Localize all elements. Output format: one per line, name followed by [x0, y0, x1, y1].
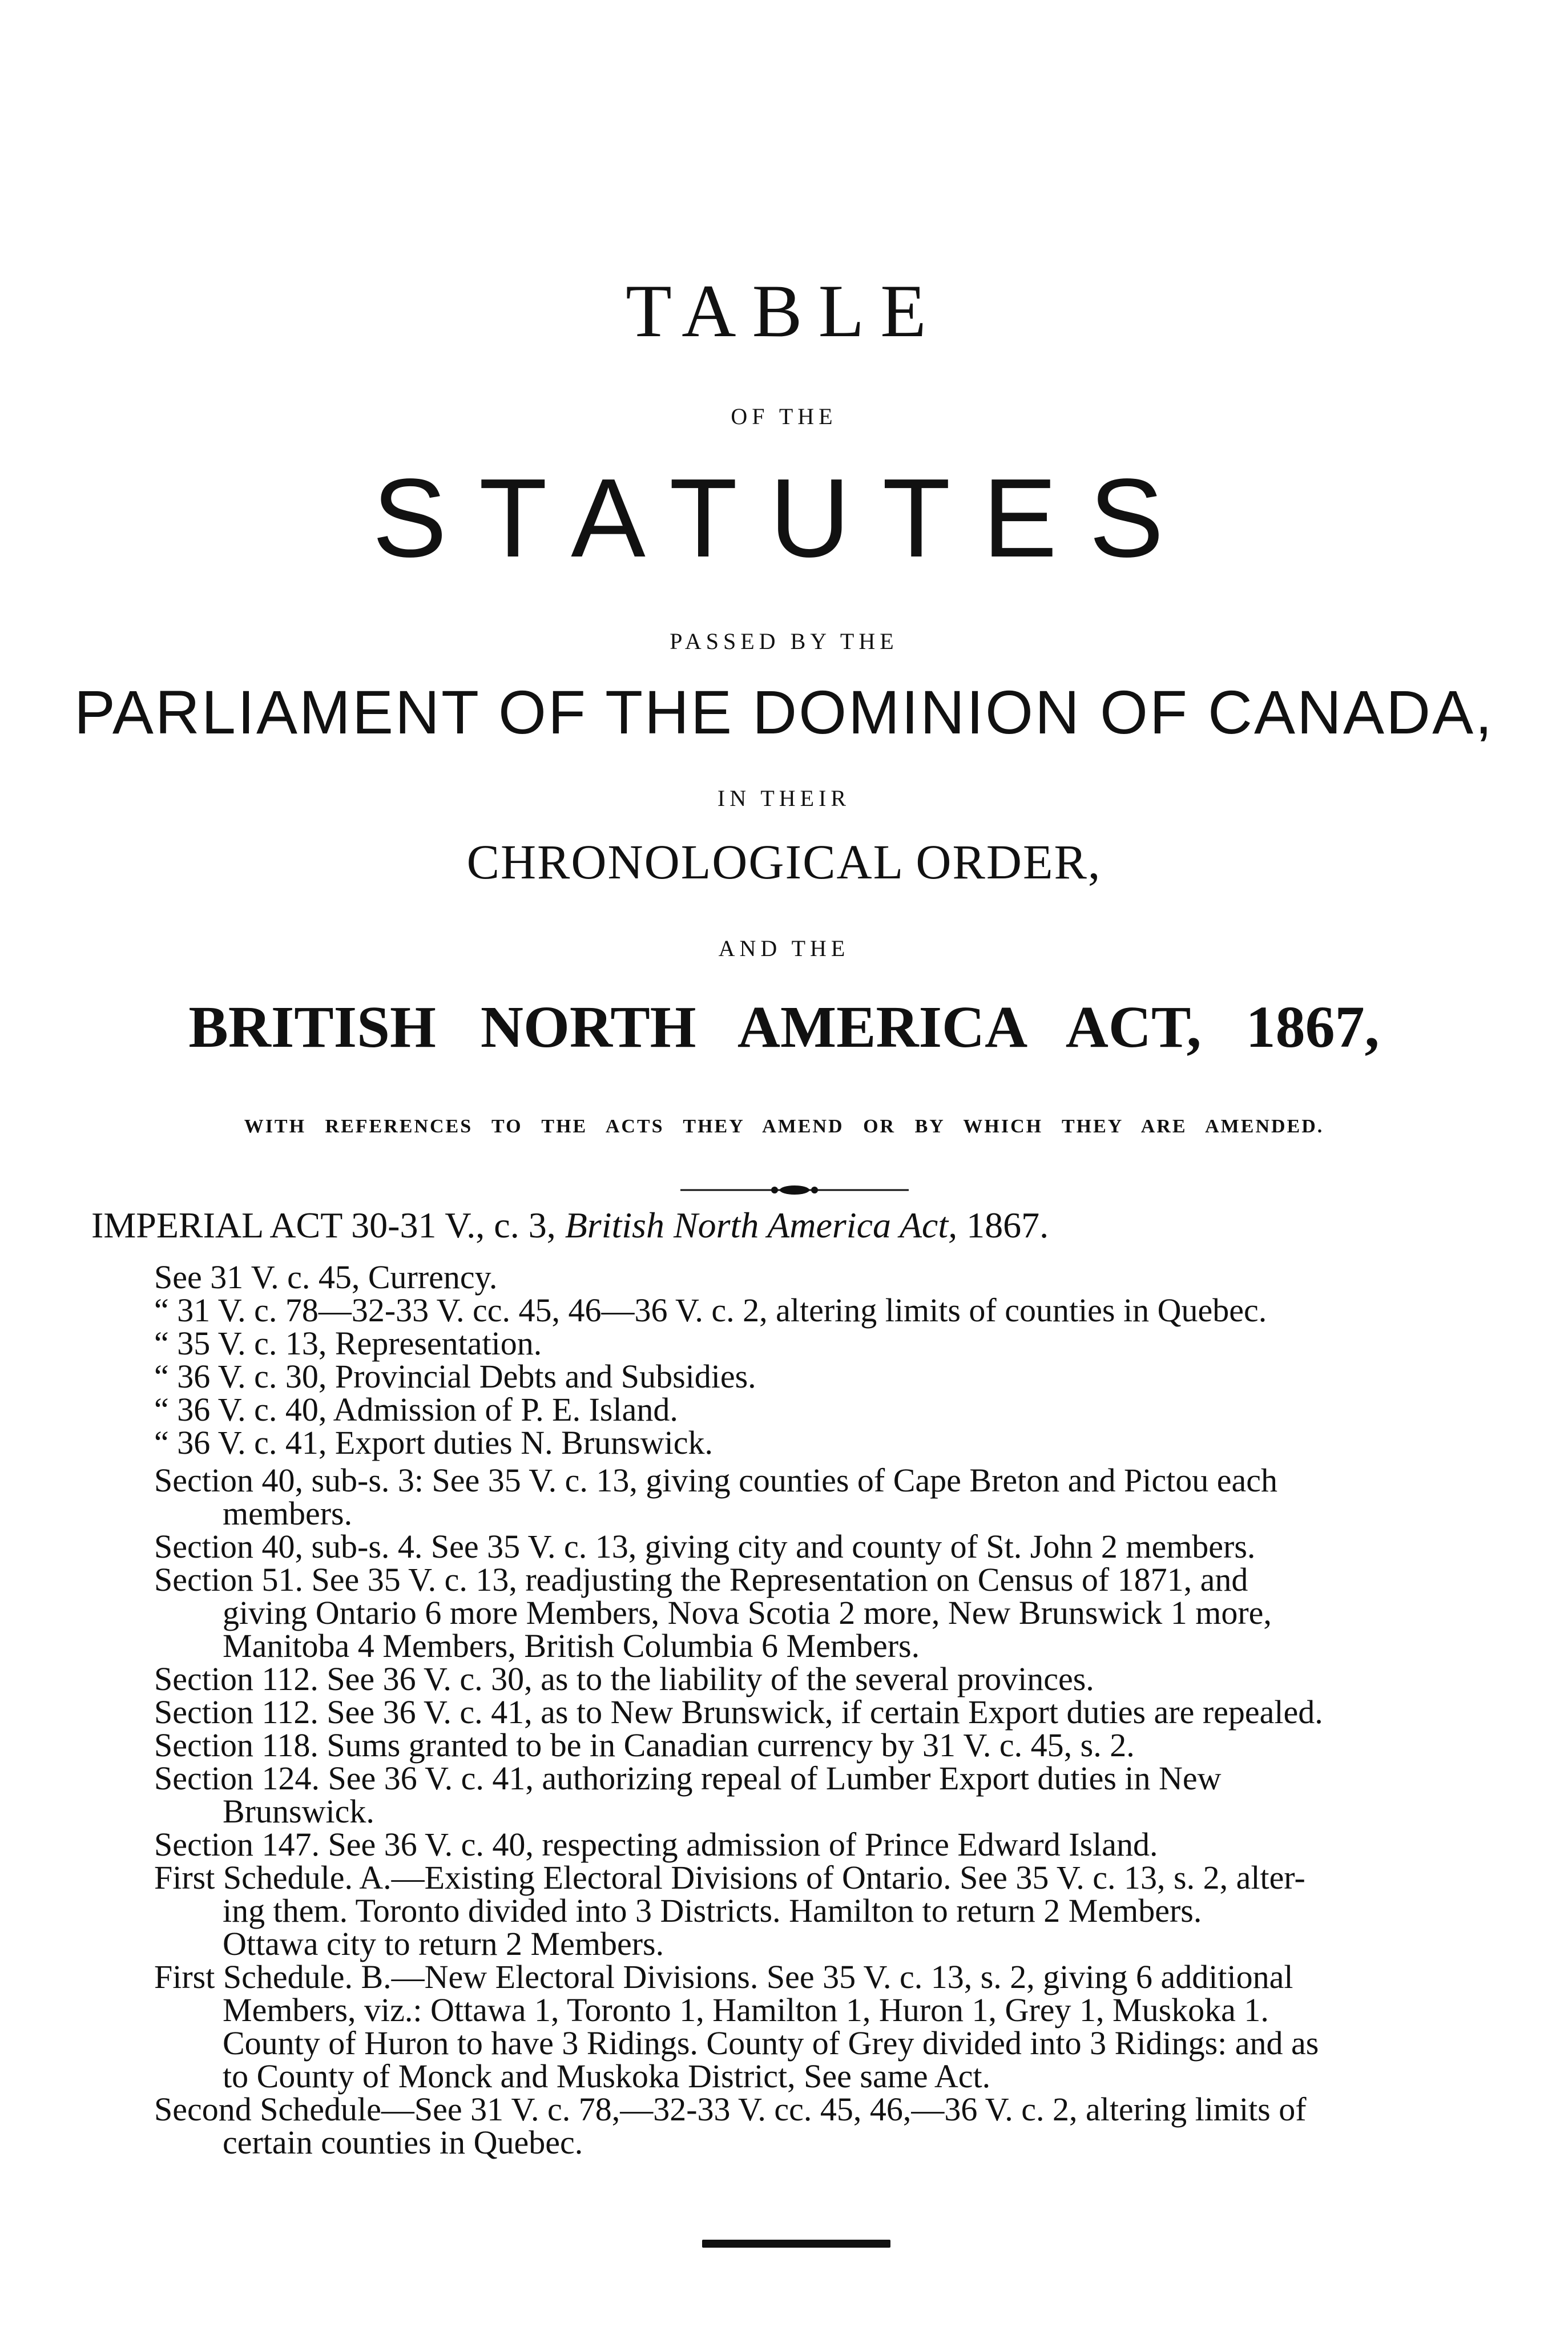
section-continuation: Manitoba 4 Members, British Columbia 6 Members.: [223, 1627, 920, 1664]
heading-act-name: British North America Act,: [565, 1205, 958, 1245]
section-line: Section 51. See 35 V. c. 13, readjusting the Representation on Census of 1871, and: [154, 1561, 1248, 1598]
title-bna-act: BRITISH NORTH AMERICA ACT, 1867,: [188, 994, 1380, 1060]
see-references-list: [91, 1261, 1496, 1459]
see-line: “ 36 V. c. 40, Admission of P. E. Island.: [154, 1391, 678, 1428]
imperial-act-heading: [91, 1207, 1496, 1253]
see-line: “ 36 V. c. 30, Provincial Debts and Subsidies.: [154, 1358, 756, 1395]
section-line: Section 124. See 36 V. c. 41, authorizing repeal of Lumber Export duties in New: [154, 1760, 1222, 1797]
see-line: “ 36 V. c. 41, Export duties N. Brunswick.: [154, 1424, 713, 1461]
sections-list: [91, 1464, 1496, 2159]
section-entry: [91, 1464, 1496, 1530]
section-line: Section 40, sub-s. 4. See 35 V. c. 13, giving city and county of St. John 2 members.: [154, 1528, 1256, 1565]
title-in-their: IN THEIR: [717, 785, 851, 811]
section-continuation: to County of Monck and Muskoka District, See same Act.: [223, 2058, 991, 2095]
title-statutes: STATUTES: [372, 455, 1196, 580]
section-line: Section 118. Sums granted to be in Canadian currency by 31 V. c. 45, s. 2.: [154, 1727, 1135, 1764]
section-continuation: County of Huron to have 3 Ridings. County of Grey divided into 3 Ridings: and as: [223, 2024, 1319, 2062]
section-entry: [91, 1563, 1496, 1663]
section-entry: [91, 1958, 1496, 2095]
statute-table-body: [91, 1207, 1496, 2159]
section-line: First Schedule. A.—Existing Electoral Divisions of Ontario. See 35 V. c. 13, s. 2, alter-: [154, 1859, 1305, 1896]
section-entry: [91, 1693, 1496, 1731]
section-entry: [91, 1828, 1496, 1861]
title-of-the: OF THE: [731, 404, 837, 429]
title-with-references: WITH REFERENCES TO THE ACTS THEY AMEND OR BY WHICH THEY ARE AMENDED.: [244, 1116, 1324, 1137]
title-parliament: PARLIAMENT OF THE DOMINION OF CANADA,: [74, 677, 1494, 747]
bottom-rule: [702, 2240, 890, 2248]
see-line: “ 35 V. c. 13, Representation.: [154, 1325, 542, 1362]
title-chronological-order: CHRONOLOGICAL ORDER,: [466, 834, 1102, 889]
section-entry: [91, 2093, 1496, 2159]
section-line: Section 147. See 36 V. c. 40, respecting admission of Prince Edward Island.: [154, 1826, 1158, 1863]
title-and-the: AND THE: [718, 935, 850, 961]
section-continuation: Brunswick.: [223, 1793, 374, 1830]
section-entry: [91, 1729, 1496, 1762]
see-line: See 31 V. c. 45, Currency.: [154, 1259, 498, 1296]
section-entry: [91, 1660, 1496, 1697]
title-table: TABLE: [626, 269, 942, 353]
section-line: Section 112. See 36 V. c. 41, as to New Brunswick, if certain Export duties are repealed.: [154, 1693, 1323, 1731]
section-continuation: ing them. Toronto divided into 3 Districts. Hamilton to return 2 Members.: [223, 1892, 1202, 1929]
section-entry: [91, 1861, 1496, 1961]
section-continuation: certain counties in Quebec.: [223, 2124, 583, 2161]
title-passed-by-the: PASSED BY THE: [670, 628, 898, 654]
ornament-divider: [680, 1183, 909, 1197]
section-line: Section 112. See 36 V. c. 30, as to the liability of the several provinces.: [154, 1660, 1094, 1697]
section-continuation: giving Ontario 6 more Members, Nova Scotia 2 more, New Brunswick 1 more,: [223, 1594, 1272, 1631]
heading-act: IMPERIAL ACT 30-31 V., c. 3,: [91, 1205, 556, 1245]
heading-year: 1867.: [966, 1205, 1049, 1245]
section-continuation: members.: [223, 1495, 353, 1532]
see-line: “ 31 V. c. 78—32-33 V. cc. 45, 46—36 V. c. 2, altering limits of counties in Quebec.: [154, 1292, 1267, 1329]
section-entry: [91, 1762, 1496, 1828]
section-line: Second Schedule—See 31 V. c. 78,—32-33 V. cc. 45, 46,—36 V. c. 2, altering limits of: [154, 2091, 1307, 2128]
section-entry: [91, 1530, 1496, 1563]
section-line: Section 40, sub-s. 3: See 35 V. c. 13, giving counties of Cape Breton and Pictou each: [154, 1462, 1277, 1499]
section-line: First Schedule. B.—New Electoral Divisions. See 35 V. c. 13, s. 2, giving 6 additional: [154, 1958, 1293, 1995]
section-continuation: Ottawa city to return 2 Members.: [223, 1925, 664, 1962]
section-continuation: Members, viz.: Ottawa 1, Toronto 1, Hamilton 1, Huron 1, Grey 1, Muskoka 1.: [223, 1991, 1269, 2028]
